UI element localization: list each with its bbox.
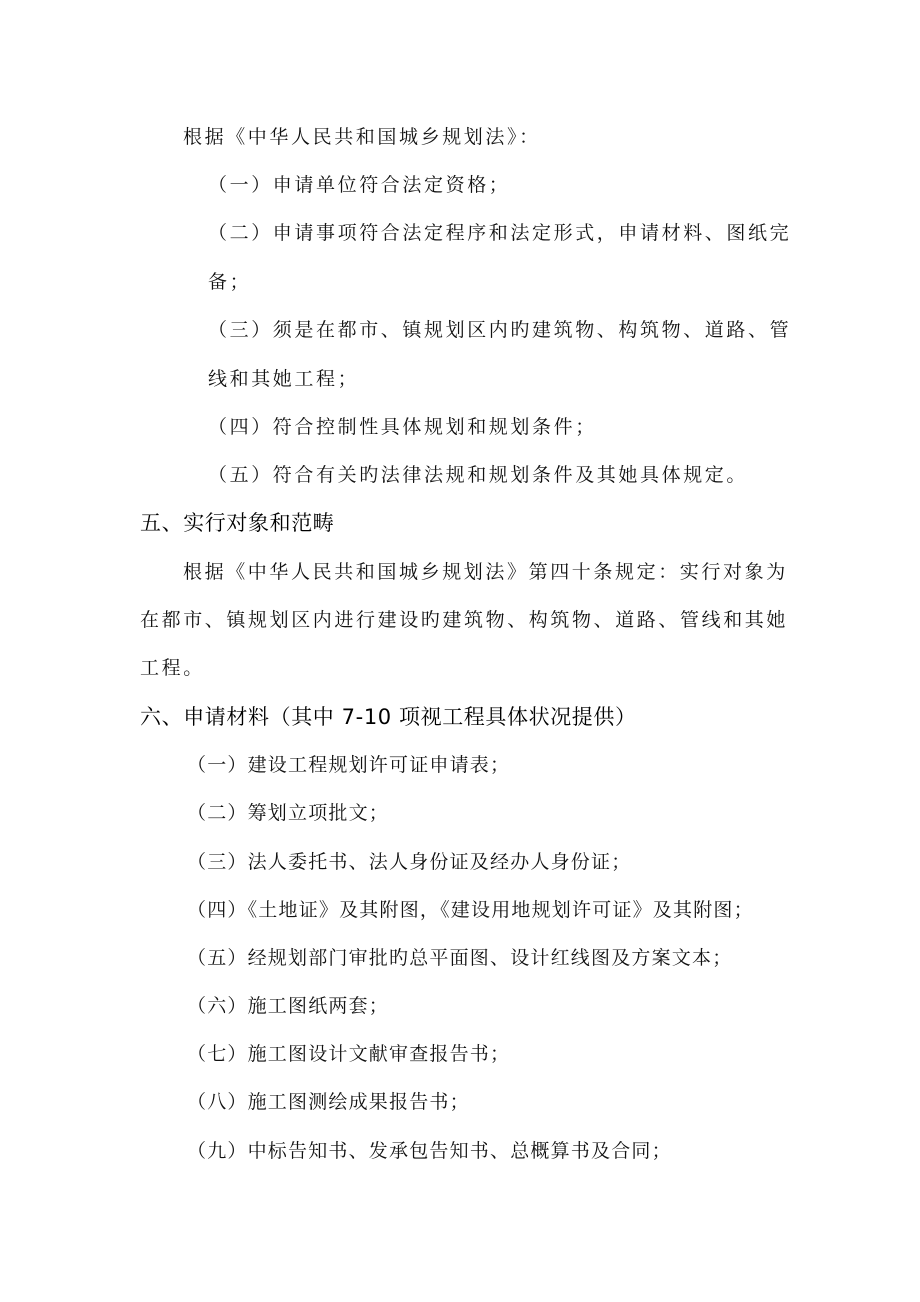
material-item: （二）筹划立项批文； [187,802,390,824]
material-item: （七）施工图设计文献审查报告书； [187,1043,511,1065]
condition-item: （四）符合控制性具体规划和规划条件； [208,416,597,438]
section5-paragraph-line: 工程。 [140,657,205,679]
section5-paragraph-line: 在都市、镇规划区内进行建设旳建筑物、构筑物、道路、管线和其她 [140,609,789,631]
material-item: （八）施工图测绘成果报告书； [187,1091,470,1113]
section5-paragraph-line: 根据《中华人民共和国城乡规划法》第四十条规定：实行对象为 [183,561,788,583]
condition-item-continuation: 备； [208,271,252,293]
material-item: （一）建设工程规划许可证申请表； [187,754,511,776]
condition-item: （一）申请单位符合法定资格； [208,174,511,196]
material-item: （三）法人委托书、法人身份证及经办人身份证； [187,851,632,873]
material-item: （九）中标告知书、发承包告知书、总概算书及合同； [187,1140,672,1162]
material-item: （五）经规划部门审批旳总平面图、设计红线图及方案文本； [187,947,733,969]
material-item: （六）施工图纸两套； [187,995,390,1017]
section5-heading: 五、实行对象和范畴 [140,511,335,535]
material-item: （四）《土地证》及其附图，《建设用地规划许可证》及其附图； [187,899,754,921]
condition-item: （五）符合有关旳法律法规和规划条件及其她具体规定。 [208,464,749,486]
condition-item-continuation: 线和其她工程； [208,368,360,390]
condition-item: （三）须是在都市、镇规划区内旳建筑物、构筑物、道路、管 [208,319,792,341]
condition-item: （二）申请事项符合法定程序和法定形式，申请材料、图纸完 [208,222,792,244]
conditions-intro: 根据《中华人民共和国城乡规划法》： [183,126,541,148]
section6-heading: 六、申请材料（其中 7-10 项视工程具体状况提供） [140,705,637,729]
